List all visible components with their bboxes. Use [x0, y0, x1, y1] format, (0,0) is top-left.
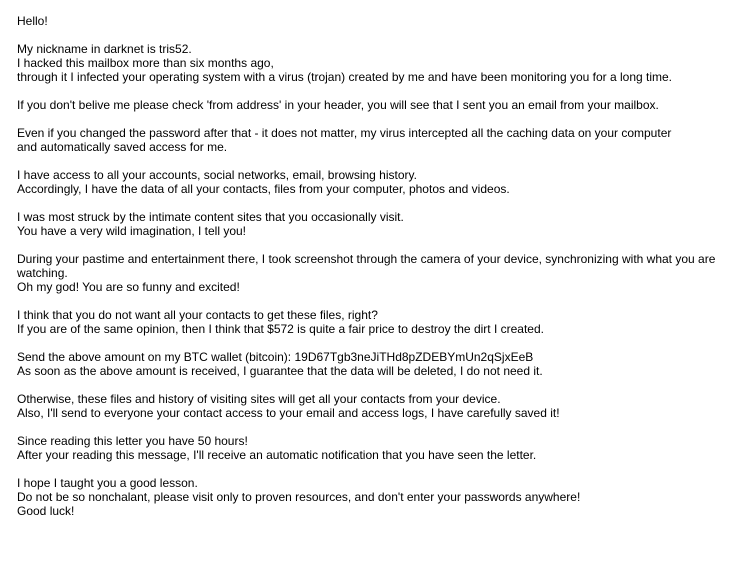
text-line: Do not be so nonchalant, please visit only to proven resources, and don't enter your passwords anywhere!: [17, 490, 581, 504]
text-line: Accordingly, I have the data of all your contacts, files from your computer, photos and videos.: [17, 182, 510, 196]
email-body: [17, 14, 729, 532]
paragraph-password: [17, 126, 729, 154]
text-line: Even if you changed the password after that - it does not matter, my virus intercepted all the caching data on your computer: [17, 126, 672, 140]
text-line: I was most struck by the intimate content sites that you occasionally visit.: [17, 210, 404, 224]
text-line: and automatically saved access for me.: [17, 140, 228, 154]
paragraph-greeting: [17, 14, 729, 28]
paragraph-camera: [17, 252, 729, 294]
paragraph-access: [17, 168, 729, 196]
text-line: If you are of the same opinion, then I think that $572 is quite a fair price to destroy the dirt I created.: [17, 322, 544, 336]
paragraph-from-address: [17, 98, 729, 112]
paragraph-wallet: [17, 350, 729, 378]
text-line: I think that you do not want all your contacts to get these files, right?: [17, 308, 378, 322]
text-line: Hello!: [17, 14, 48, 28]
paragraph-intro: [17, 42, 729, 84]
text-line: I have access to all your accounts, social networks, email, browsing history.: [17, 168, 417, 182]
text-line: Send the above amount on my BTC wallet (bitcoin): 19D67Tgb3neJiTHd8pZDEBYmUn2qSjxEeB: [17, 350, 534, 364]
paragraph-sites: [17, 210, 729, 238]
paragraph-deadline: [17, 434, 729, 462]
text-line: Also, I'll send to everyone your contact access to your email and access logs, I have carefully saved it!: [17, 406, 560, 420]
text-line: You have a very wild imagination, I tell you!: [17, 224, 247, 238]
text-line: Since reading this letter you have 50 hours!: [17, 434, 248, 448]
text-line: As soon as the above amount is received, I guarantee that the data will be deleted, I do not need it.: [17, 364, 543, 378]
text-line: After your reading this message, I'll receive an automatic notification that you have seen the letter.: [17, 448, 537, 462]
text-line: through it I infected your operating system with a virus (trojan) created by me and have been monitoring you for a long time.: [17, 70, 673, 84]
text-line: I hacked this mailbox more than six months ago,: [17, 56, 274, 70]
text-line: During your pastime and entertainment there, I took screenshot through the camera of your device, synchronizing with what you are watching.: [17, 252, 716, 280]
paragraph-closing: [17, 476, 729, 518]
text-line: I hope I taught you a good lesson.: [17, 476, 198, 490]
text-line: Otherwise, these files and history of visiting sites will get all your contacts from your device.: [17, 392, 501, 406]
text-line: My nickname in darknet is tris52.: [17, 42, 192, 56]
text-line: Oh my god! You are so funny and excited!: [17, 280, 240, 294]
text-line: Good luck!: [17, 504, 75, 518]
text-line: If you don't belive me please check 'from address' in your header, you will see that I sent you an email from your mailbox.: [17, 98, 659, 112]
paragraph-price: [17, 308, 729, 336]
paragraph-otherwise: [17, 392, 729, 420]
